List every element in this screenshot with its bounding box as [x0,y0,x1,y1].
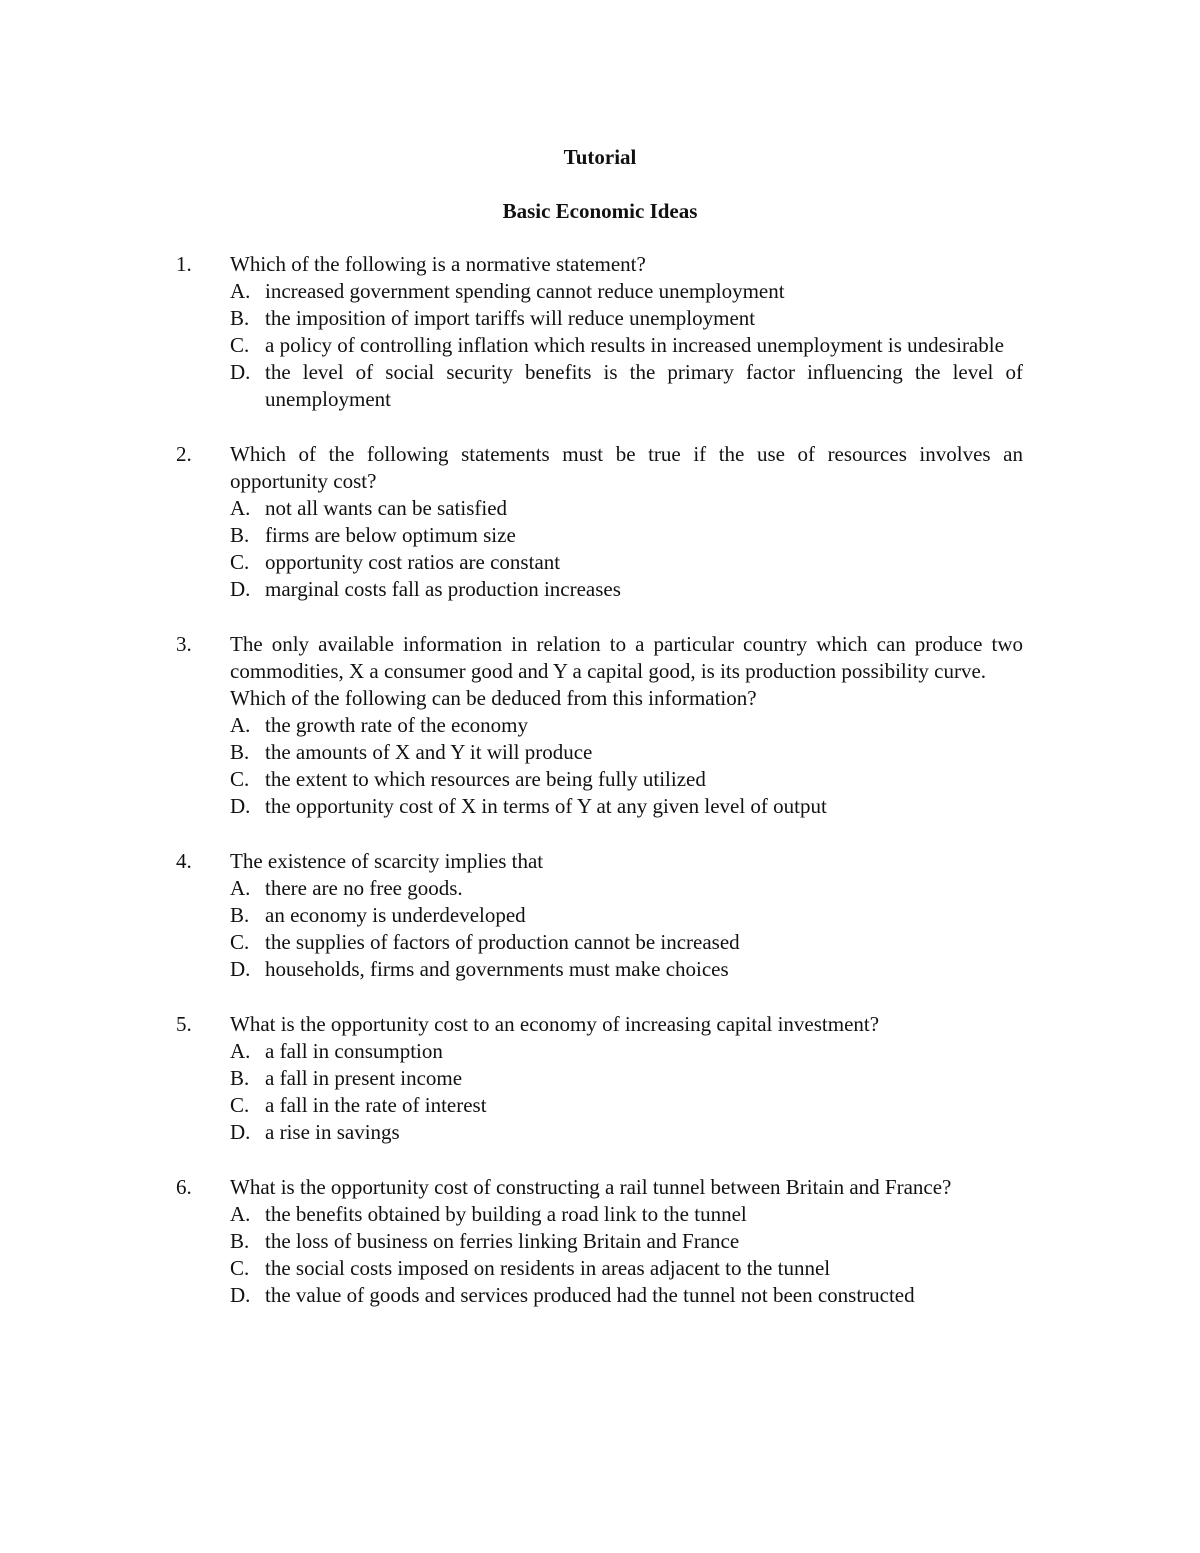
question-stem: Which of the following is a normative statement? [230,252,646,276]
question-stem: What is the opportunity cost to an economy of increasing capital investment? [230,1012,880,1036]
question-list [0,251,1200,1337]
option-letter: D. [230,1120,251,1144]
option-letter: D. [230,577,251,601]
answer-option [230,929,1023,956]
answer-option [230,1119,1023,1146]
question-number: 1. [176,252,192,276]
question-body [230,631,1023,820]
option-letter: B. [230,903,250,927]
question-body [230,848,1023,983]
option-letter: B. [230,306,250,330]
answer-option [230,712,1023,739]
option-letter: C. [230,1093,250,1117]
page-title: Tutorial [563,145,637,169]
option-text: the level of social security benefits is the primary factor influencing the level of unemployment [265,360,1023,411]
option-letter: B. [230,740,250,764]
question-body [230,251,1023,413]
question-item [0,441,1200,603]
question-item [0,1011,1200,1146]
question-number: 4. [176,849,192,873]
option-text: firms are below optimum size [265,523,516,547]
question-number: 5. [176,1012,192,1036]
answer-option [230,522,1023,549]
answer-option [230,739,1023,766]
option-text: the value of goods and services produced had the tunnel not been constructed [265,1283,915,1307]
question-stem: The existence of scarcity implies that [230,849,544,873]
answer-option [230,278,1023,305]
answer-option [230,902,1023,929]
option-letter: C. [230,767,250,791]
answer-option [230,305,1023,332]
option-letter: A. [230,496,251,520]
option-letter: B. [230,523,250,547]
option-text: the benefits obtained by building a road link to the tunnel [265,1202,747,1226]
answer-option [230,875,1023,902]
option-text: the growth rate of the economy [265,713,528,737]
answer-option [230,332,1023,359]
option-letter: C. [230,1256,250,1280]
answer-option [230,1282,1023,1309]
option-text: there are no free goods. [265,876,463,900]
option-letter: D. [230,360,251,384]
option-text: the imposition of import tariffs will reduce unemployment [265,306,756,330]
option-letter: B. [230,1229,250,1253]
question-number: 6. [176,1175,192,1199]
answer-option [230,1065,1023,1092]
option-text: opportunity cost ratios are constant [265,550,561,574]
answer-option [230,1201,1023,1228]
option-letter: A. [230,876,251,900]
answer-option [230,359,1023,413]
question-item [0,251,1200,413]
question-body [230,1011,1023,1146]
option-text: a fall in consumption [265,1039,443,1063]
page-subtitle: Basic Economic Ideas [502,199,698,223]
option-text: the opportunity cost of X in terms of Y at any given level of output [265,794,827,818]
question-number: 3. [176,632,192,656]
answer-option [230,1038,1023,1065]
question-stem: Which of the following can be deduced from this information? [230,686,757,710]
option-letter: D. [230,957,251,981]
answer-option [230,766,1023,793]
answer-option [230,549,1023,576]
question-body [230,441,1023,603]
option-text: households, firms and governments must make choices [265,957,729,981]
option-text: increased government spending cannot reduce unemployment [265,279,785,303]
option-letter: A. [230,1202,251,1226]
answer-option [230,1228,1023,1255]
option-text: the loss of business on ferries linking Britain and France [265,1229,740,1253]
question-item [0,848,1200,983]
question-item [0,1174,1200,1309]
question-body [230,1174,1023,1309]
option-text: a policy of controlling inflation which results in increased unemployment is undesirable [265,333,1004,357]
answer-option [230,1092,1023,1119]
option-letter: A. [230,279,251,303]
option-text: marginal costs fall as production increases [265,577,621,601]
option-letter: B. [230,1066,250,1090]
option-text: a fall in present income [265,1066,463,1090]
answer-option [230,956,1023,983]
option-letter: C. [230,333,250,357]
option-text: a fall in the rate of interest [265,1093,487,1117]
option-text: the supplies of factors of production cannot be increased [265,930,740,954]
option-letter: C. [230,930,250,954]
option-text: an economy is underdeveloped [265,903,526,927]
question-stem: Which of the following statements must be true if the use of resources involves an opportunity cost? [230,442,1023,493]
option-text: not all wants can be satisfied [265,496,508,520]
option-letter: A. [230,713,251,737]
option-letter: D. [230,1283,251,1307]
question-item [0,631,1200,820]
answer-option [230,1255,1023,1282]
answer-option [230,495,1023,522]
option-letter: C. [230,550,250,574]
question-number: 2. [176,442,192,466]
question-stem: What is the opportunity cost of constructing a rail tunnel between Britain and France? [230,1175,952,1199]
option-letter: D. [230,794,251,818]
option-text: the amounts of X and Y it will produce [265,740,593,764]
option-text: the social costs imposed on residents in areas adjacent to the tunnel [265,1256,831,1280]
answer-option [230,576,1023,603]
answer-option [230,793,1023,820]
option-text: the extent to which resources are being fully utilized [265,767,706,791]
option-letter: A. [230,1039,251,1063]
question-stem: The only available information in relation to a particular country which can produce two commodities, X a consumer good and Y a capital good, is its production possibility curve. [230,632,1023,683]
option-text: a rise in savings [265,1120,400,1144]
